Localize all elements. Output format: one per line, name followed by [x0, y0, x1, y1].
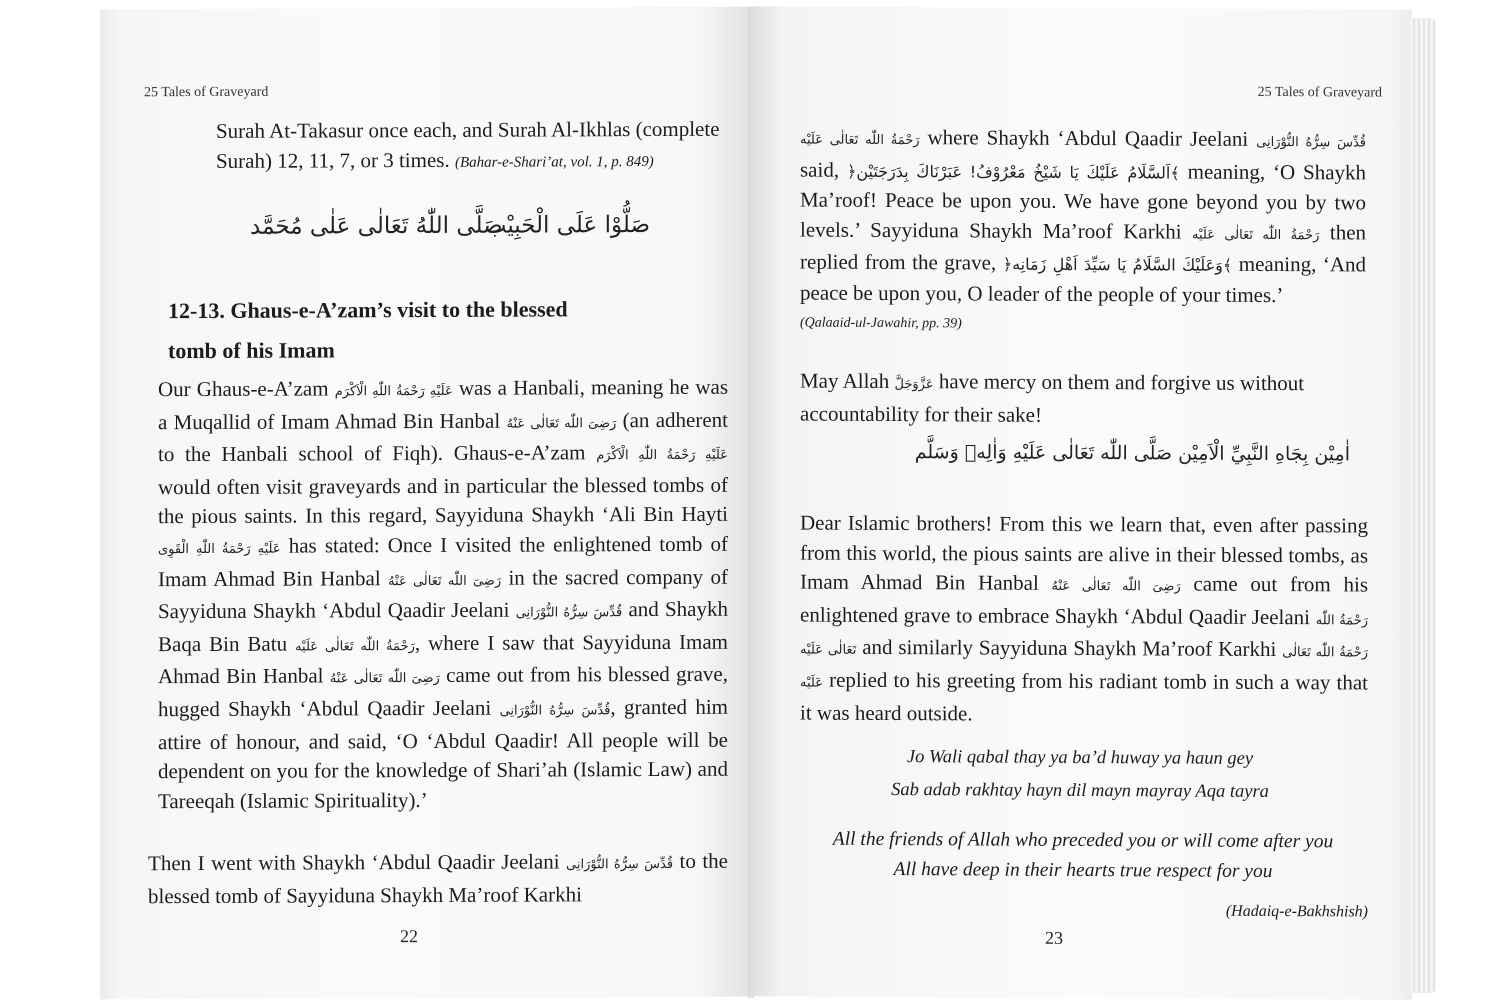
- honorific-arabic: رَحْمَةُ اللّٰه تَعَالٰى عَلَيْه: [800, 645, 1369, 691]
- honorific-arabic: عَلَيْهِ رَحْمَةُ اللّٰهِ الْاَكْرَم: [596, 447, 728, 464]
- honorific-arabic: رَضِىَ اللّٰه تَعَالٰى عَنْهُ: [388, 573, 502, 589]
- para-text: and Shaykh Baqa Bin Batu: [158, 596, 728, 656]
- durood-line: [250, 212, 650, 254]
- honorific-arabic: عَزَّوَجَلَّ: [894, 377, 934, 393]
- right-page-number: 23: [1045, 927, 1063, 948]
- honorific-arabic: قُدِّسَ سِرُّهُ النُّوْرَانِى: [515, 605, 623, 621]
- honorific-arabic: رَضِىَ اللّٰه تَعَالٰى عَنْهُ: [329, 671, 440, 687]
- honorific-arabic: عَلَيْهِ رَحْمَةُ اللّٰهِ الْقَوِى: [158, 541, 281, 558]
- honorific-arabic: قُدِّسَ سِرُّهُ النُّوْرَانِى: [499, 703, 611, 719]
- continuation-text: [216, 115, 736, 179]
- para-text: Then I went with Shaykh ‘Abdul Qaadir Jeelani: [148, 849, 560, 876]
- para-text: would often visit graveyards and in particular the blessed tombs of the pious saints. In this regard, Sayyiduna Shaykh ‘Ali Bin Hayti: [158, 472, 728, 529]
- heading-line-1: 12-13. Ghaus-e-A’zam’s visit to the blessed: [168, 296, 568, 324]
- para-text: , granted him attire of honour, and said, ‘O ‘Abdul Qaadir! All people will be dependent on you for the knowledge of Shari’ah (Islamic Law) and Tareeqah (Islamic Spirituality).’: [158, 694, 728, 813]
- para-text: has stated: Once I visited the enlightened tomb of Imam Ahmad Bin Hanbal: [158, 531, 728, 591]
- para-text: in the sacred company of Sayyiduna Shaykh ‘Abdul Qaadir Jeelani: [158, 564, 728, 624]
- para-text: was a Hanbali, meaning he was a Muqallid of Imam Ahmad Bin Hanbal: [158, 374, 728, 434]
- honorific-arabic: رَحْمَةُ اللّٰه تَعَالٰى عَلَيْه: [1192, 227, 1320, 244]
- verse-line-2: Sab adab rakhtay hayn dil mayn mayray Aqa tayra: [891, 780, 1269, 802]
- para-text: meaning, ‘O Shaykh Ma’roof! Peace be upon you. We have gone beyond you by two levels.’ Sayyiduna Shaykh Ma’roof Karkhi: [800, 159, 1367, 244]
- right-paragraph-3: [800, 509, 1368, 731]
- arabic-quote: ﴿وَعَلَيْكَ السَّلَامُ يَا سَيِّدَ اَهْلِ زَمَانِه﴾: [1002, 254, 1233, 276]
- honorific-arabic: رَضِىَ اللّٰه تَعَالٰى عَنْهُ: [506, 415, 617, 432]
- honorific-arabic: رَحْمَةُ اللّٰه تَعَالٰى عَلَيْه: [295, 638, 415, 655]
- translation-line-1: All the friends of Allah who preceded you or will come after you: [832, 828, 1334, 853]
- aameen-line: اٰمِيْن بِجَاهِ النَّبِيِّ الْاَمِيْن صَلَّى اللّٰه تَعَالٰى عَلَيْهِ وَاٰلِهٖ وَسَلَّم: [914, 441, 1350, 466]
- continuation-line-2: Surah) 12, 11, 7, or 3 times.: [216, 147, 450, 173]
- para-text: Our Ghaus-e-A’zam: [158, 376, 329, 402]
- heading-line-2: tomb of his Imam: [168, 337, 335, 364]
- right-citation: (Qalaaid-ul-Jawahir, pp. 39): [800, 315, 962, 331]
- left-paragraph-1: [158, 373, 728, 817]
- urdu-verse: [820, 741, 1340, 810]
- right-paragraph-2: [800, 367, 1366, 432]
- para-text: May Allah: [800, 368, 890, 393]
- right-running-head: 25 Tales of Graveyard: [1257, 84, 1382, 101]
- honorific-arabic: رَحْمَةُ اللّٰه تَعَالٰى عَلَيْه: [800, 132, 920, 149]
- section-heading: [168, 289, 728, 371]
- honorific-arabic: قُدِّسَ سِرُّهُ النُّوْرَانِى: [566, 856, 674, 873]
- para-text: Dear Islamic brothers! From this we learn that, even after passing from this world, the pious saints are alive in their blessed tombs, as Imam Ahmad Bin Hanbal: [800, 510, 1368, 595]
- para-text: and similarly Sayyiduna Shaykh Ma’roof Karkhi: [862, 635, 1277, 662]
- honorific-arabic: رَضِىَ اللّٰه تَعَالٰى عَنْهُ: [1051, 579, 1181, 595]
- verse-line-1: Jo Wali qabal thay ya ba’d huway ya haun gey: [906, 747, 1254, 769]
- para-text: , where I saw that Sayyiduna Imam Ahmad Bin Hanbal: [158, 629, 728, 689]
- para-text: (an adherent to the Hanbali school of Fiqh). Ghaus-e-A’zam: [158, 407, 728, 467]
- left-running-head: 25 Tales of Graveyard: [144, 84, 269, 101]
- left-page-number: 22: [400, 926, 418, 947]
- honorific-arabic: قُدِّسَ سِرُّهُ النُّوْرَانِى: [1256, 134, 1367, 151]
- para-text: where Shaykh ‘Abdul Qaadir Jeelani: [927, 125, 1249, 151]
- honorific-arabic: رَحْمَةُ اللّٰه تَعَالٰى عَلَيْه: [800, 613, 1369, 659]
- para-text: came out from his enlightened grave to embrace Shaykh ‘Abdul Qaadir Jeelani: [800, 571, 1368, 629]
- verse-translation: [800, 825, 1366, 888]
- continuation-line-1: Surah At-Takasur once each, and Surah Al-Ikhlas (complete: [216, 116, 720, 143]
- left-page: [100, 7, 750, 1000]
- arabic-quote: ﴿اَلسَّلَامُ عَلَيْكَ يَا شَيْخُ مَعْرُوْفُ! عَبَرْنَاكَ بِدَرَجَتَيْن﴾: [846, 161, 1180, 183]
- right-paragraph-1: [800, 123, 1366, 341]
- verse-source: (Hadaiq-e-Bakhshish): [1225, 902, 1368, 921]
- para-text: replied to his greeting from his radiant tomb in such a way that it was heard outside.: [800, 667, 1369, 725]
- page-edges: [1410, 18, 1436, 993]
- continuation-citation: (Bahar-e-Shari’at, vol. 1, p. 849): [454, 153, 654, 171]
- honorific-arabic: عَلَيْهِ رَحْمَةُ اللّٰهِ الْاَكْرَم: [334, 383, 453, 400]
- left-paragraph-2: [148, 847, 728, 912]
- para-text: to the blessed tomb of Sayyiduna Shaykh Ma’roof Karkhi: [148, 848, 729, 908]
- para-text: then replied from the grave,: [800, 220, 1367, 275]
- open-book: [72, 8, 1442, 998]
- durood-part-1: صَلُّوْا عَلَى الْحَبِيْب: [484, 212, 650, 239]
- para-text: meaning, ‘And peace be upon you, O leader of the people of your times.’: [800, 252, 1367, 308]
- para-text: said,: [800, 157, 840, 182]
- durood-part-2: صَلَّى اللّٰهُ تَعَالٰى عَلٰى مُحَمَّد: [250, 212, 503, 240]
- para-text: have mercy on them and forgive us without accountability for their sake!: [800, 369, 1305, 427]
- translation-line-2: All have deep in their hearts true respect for you: [893, 859, 1273, 883]
- right-page: [750, 6, 1412, 999]
- para-text: came out from his blessed grave, hugged Shaykh ‘Abdul Qaadir Jeelani: [158, 662, 728, 722]
